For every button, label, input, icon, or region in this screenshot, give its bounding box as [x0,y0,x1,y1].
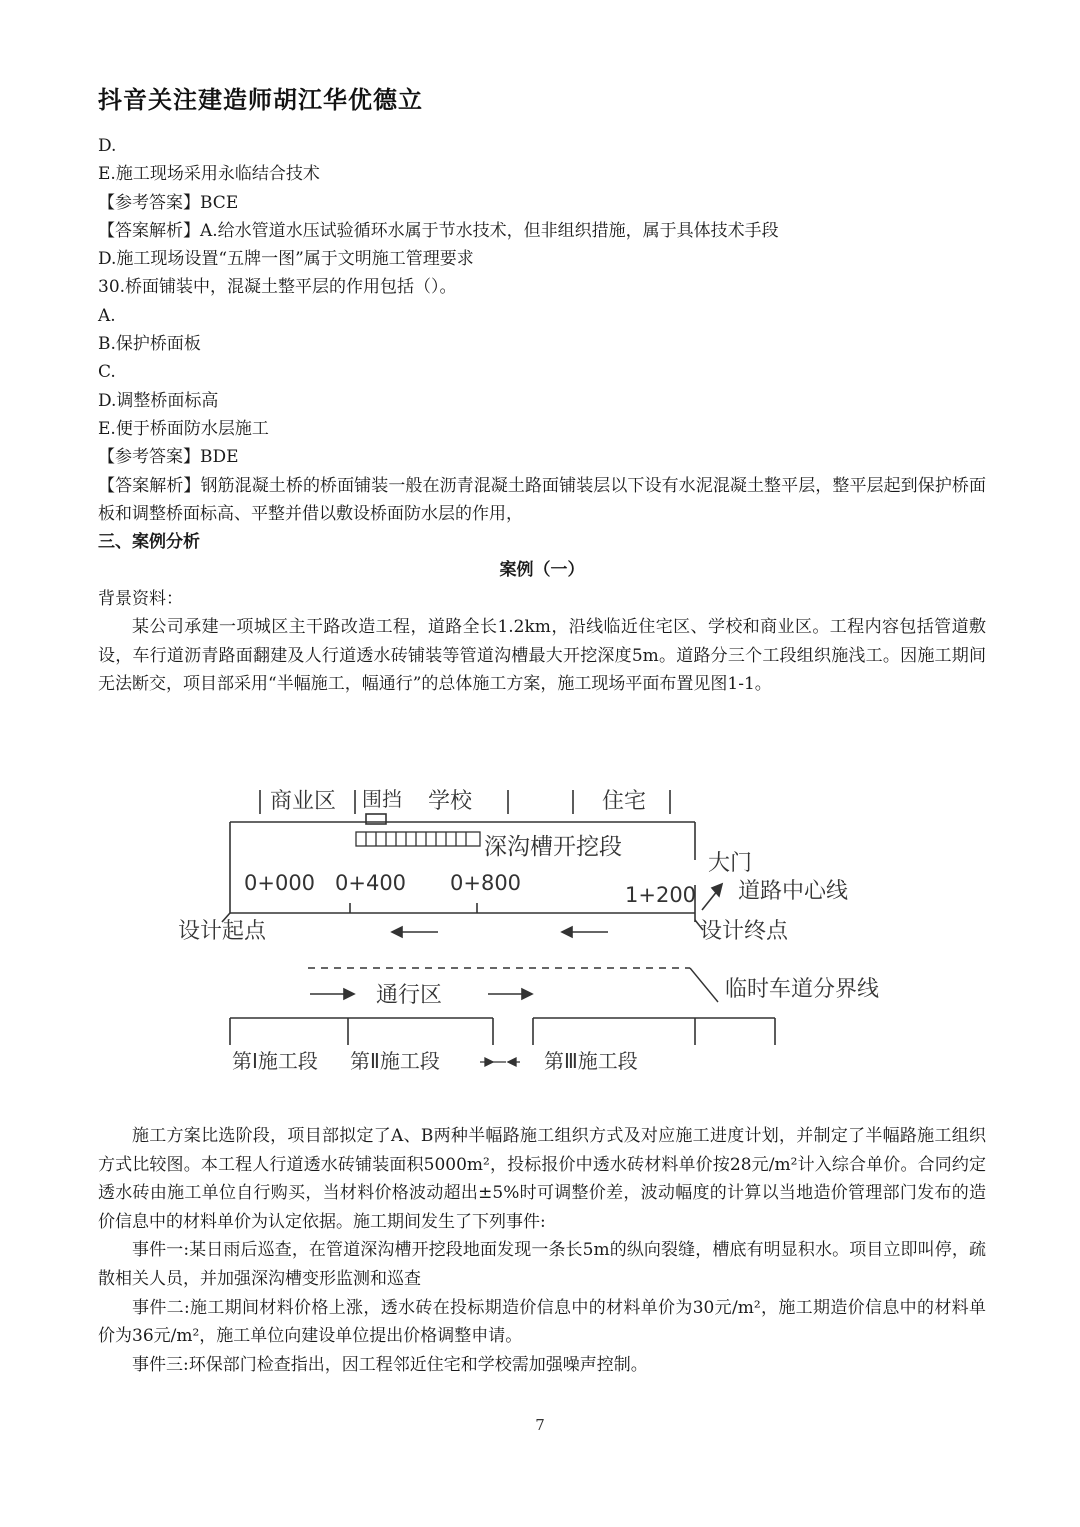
event-3-paragraph: 事件三:环保部门检查指出，因工程邻近住宅和学校需加强噪声控制。 [132,1354,648,1375]
event-2-paragraph: 事件二:施工期间材料价格上涨，透水砖在投标期造价信息中的材料单价为30元/m²，施工期造价信息中的材料单价为36元/m²，施工单位向建设单位提出价格调整申请。 [98,1297,986,1347]
q30-option-a: A. [98,305,116,326]
q30-option-b: B.保护桥面板 [98,334,201,355]
figure-station-800: 0+800 [450,871,522,895]
figure-station-0: 0+000 [244,871,316,895]
q29-answer: 【参考答案】BCE [98,192,239,213]
figure-label-hoarding: 围挡 [362,787,402,811]
figure-label-end: 设计终点 [700,919,789,944]
figure-segment-2: 第Ⅱ施工段 [350,1049,440,1073]
figure-label-residential: 住宅 [602,789,647,814]
page-number: 7 [535,1416,545,1434]
q30-option-c: C. [98,362,116,383]
figure-station-1200: 1+200 [625,883,697,907]
figure-label-commercial: 商业区 [270,789,337,814]
figure-label-divider: 临时车道分界线 [725,977,880,1002]
plan-paragraph: 施工方案比选阶段，项目部拟定了A、B两种半幅路施工组织方式及对应施工进度计划，并制定了半幅路施工组织方式比较图。本工程人行道透水砖铺装面积5000m²，投标报价中透水砖材料单价按28元/m²计入综合单价。合同约定透水砖由施工单位自行购买，当材料价格波动超出±5%时可调整价差，波动幅度的计算以当地造价管理部门发布的造价信息中的材料单价为认定依据。施工期间发生了下列事件: [98,1126,986,1232]
figure-segment-1: 第Ⅰ施工段 [232,1049,318,1073]
q30-answer: 【参考答案】BDE [98,447,239,468]
figure-label-centerline: 道路中心线 [738,879,849,904]
q29-analysis-1: 【答案解析】A.给水管道水压试验循环水属于节水技术，但非组织措施，属于具体技术手段 [98,220,779,241]
question-29-block [98,132,986,699]
q30-option-d: D.调整桥面标高 [98,390,219,411]
case-title: 案例（一） [499,560,585,581]
figure-label-trench: 深沟槽开挖段 [484,834,622,860]
q29-option-d: D. [98,136,117,156]
q30-option-e: E.便于桥面防水层施工 [98,418,269,439]
page-header: 抖音关注建造师胡江华优德立 [98,86,423,114]
figure-label-gate: 大门 [708,851,753,876]
figure-label-start: 设计起点 [178,919,267,944]
q29-option-e: E.施工现场采用永临结合技术 [98,164,320,185]
figure-label-school: 学校 [428,789,473,814]
site-layout-figure [170,770,910,1090]
case-events-block [98,1122,986,1379]
q29-analysis-2: D.施工现场设置“五牌一图”属于文明施工管理要求 [98,249,474,270]
background-label: 背景资料： [98,588,183,609]
figure-segment-3: 第Ⅲ施工段 [544,1049,638,1073]
figure-label-traffic: 通行区 [376,983,443,1008]
q30-question: 30.桥面铺装中，混凝土整平层的作用包括（）。 [98,277,457,298]
event-1-paragraph: 事件一:某日雨后巡查，在管道深沟槽开挖段地面发现一条长5m的纵向裂缝，槽底有明显积水。项目立即叫停，疏散相关人员，并加强深沟槽变形监测和巡查 [98,1240,986,1289]
trench-hatch [356,832,480,846]
q30-analysis: 【答案解析】钢筋混凝土桥的桥面铺装一般在沥青混凝土路面铺装层以下设有水泥混凝土整平层，整平层起到保护桥面板和调整桥面标高、平整并借以敷设桥面防水层的作用， [98,475,986,524]
background-paragraph: 某公司承建一项城区主干路改造工程，道路全长1.2km，沿线临近住宅区、学校和商业区。工程内容包括管道敷设，车行道沥青路面翻建及人行道透水砖铺装等管道沟槽最大开挖深度5m。道路分三个工段组织施浅工。因施工期间无法断交，项目部采用“半幅施工，幅通行”的总体施工方案，施工现场平面布置见图1-1。 [98,617,986,695]
section-title: 三、案例分析 [98,532,200,553]
figure-station-400: 0+400 [335,871,407,895]
